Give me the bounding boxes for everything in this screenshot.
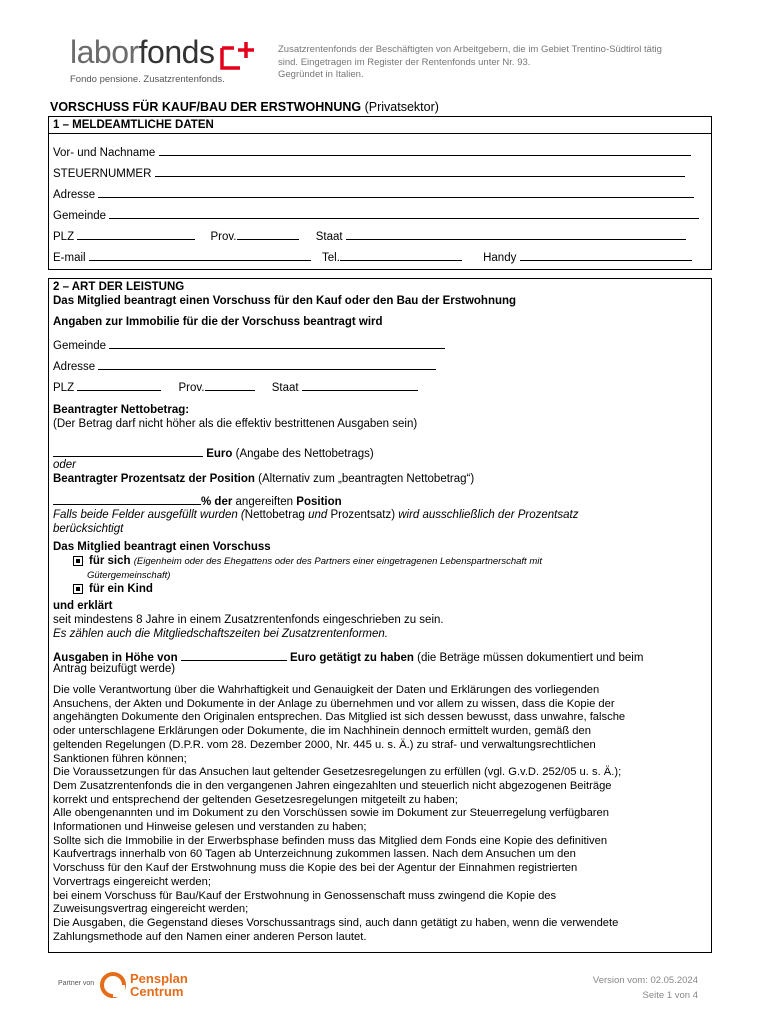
letterhead (70, 36, 710, 86)
both-fields-note: Falls beide Felder ausgefüllt wurden (Nettobetrag und Prozentsatz) wird ausschließlich der Prozentsatz (53, 509, 579, 521)
address-row: Adresse (53, 186, 694, 201)
partner-label: Partner von (58, 980, 95, 987)
tel-field[interactable] (340, 249, 462, 261)
email-field[interactable] (89, 249, 311, 261)
version-info (593, 973, 698, 1003)
name-field[interactable] (159, 144, 691, 156)
member-requests: Das Mitglied beantragt einen Vorschuss (53, 541, 271, 553)
both-fields-note-2: berücksichtigt (53, 523, 124, 535)
expenses-row: Ausgaben in Höhe von Euro getätigt zu haben (die Beträge müssen dokumentiert und beim (53, 649, 643, 664)
net-heading: Beantragter Nettobetrag: (53, 404, 190, 416)
declare-line-2: Es zählen auch die Mitgliedschaftszeiten bei Zusatzrentenformen. (53, 628, 388, 640)
property-address-row: Adresse (53, 358, 436, 373)
contact-row: E-mail Tel. Handy (53, 249, 692, 264)
zip-field[interactable] (77, 228, 195, 240)
tax-number-field[interactable] (155, 165, 685, 177)
logo-subtitle: Fondo pensione. Zusatzrentenfonds. (70, 74, 225, 85)
legal-declarations: Die volle Verantwortung über die Wahrhaftigkeit und Genauigkeit der Daten und Erklärungen des vorliegenden Ansuchens, der Akten und Dokumente in der Anlage zu übernehmen und vor allem zu wissen, dass die Kopie der angehängten Dokumente den Originalen entsprechen. Das Mitglied ist sich dessen bewusst, dass unwahre, falsche oder unterschlagene Erklärungen oder Dokumente, die im Nachhinein dennoch ermittelt wurden, gemäß den geltenden Regelungen (D.P.R. vom 28. Dezember 2000, Nr. 445 u. s. Ä.) zu straf- und verwaltungsrechtlichen Sanktionen führen können; Die Voraussetzungen für das Ansuchen laut geltender Gesetzesregelungen zu erfüllen (vgl. G.v.D. 252/05 u. s. Ä.); Dem Zusatzrentenfonds die in den vergangenen Jahren eingezahlten und steuerlich nicht abgezogenen Beiträge korrekt und entsprechend der geltenden Gesetzesregelungen mitgeteilt zu haben; Alle obengenannten und im Dokument zu den Vorschüssen sowie im Dokument zur Steuerregelung verfügbaren Informationen und Hinweise gelesen und verstanden zu haben; Sollte sich die Immobilie in der Erwerbsphase befinden muss das Mitglied dem Fonds eine Kopie des definitiven Kaufvertrags innerhalb von 60 Tagen ab Unterzeichnung zukommen lassen. Nach dem Ansuchen um den Vorschuss für den Kauf der Erstwohnung muss die Kopie des bei der Agentur der Einnahmen registrierten Vorvertrags eingereicht werden; bei einem Vorschuss für Bau/Kauf der Erstwohnung in Genossenschaft muss zwingend die Kopie des Zuweisungsvertrag eingereicht werden; Die Ausgaben, die Gegenstand dieses Vorschussantrags sind, auch dann getätigt zu haben, wenn die verwendete Zahlungsmethode auf den Namen einer anderen Person lautet. (53, 684, 626, 943)
zip-row: PLZ Prov. Staat (53, 228, 686, 243)
percent-heading-row: Beantragter Prozentsatz der Position (Alternativ zum „beantragten Nettobetrag“) (53, 473, 475, 485)
property-municipality-field[interactable] (109, 337, 445, 349)
declares-label: und erklärt (53, 600, 113, 612)
percent-field[interactable] (53, 493, 201, 505)
municipality-row: Gemeinde (53, 207, 699, 222)
property-zip-row: PLZ Prov. Staat (53, 379, 418, 394)
page-title: VORSCHUSS FÜR KAUF/BAU DER ERSTWOHNUNG (Privatsektor) (50, 100, 439, 114)
section2-heading: 2 – ART DER LEISTUNG (53, 281, 185, 293)
address-field[interactable] (98, 186, 694, 198)
section-personal-data (48, 116, 712, 270)
pensplan-logo-icon (100, 972, 126, 998)
laborfonds-plus-icon (220, 40, 256, 70)
tax-row: STEUERNUMMER (53, 165, 685, 180)
property-prov-field[interactable] (205, 379, 255, 391)
version-date: Version vom: 02.05.2024 (592, 975, 698, 986)
or-label: oder (53, 459, 77, 471)
laborfonds-logo: laborfonds (70, 34, 215, 70)
expenses-field[interactable] (181, 649, 287, 661)
property-state-field[interactable] (302, 379, 418, 391)
option-self-row: für sich (Eigenheim oder des Ehegattens oder des Partners einer eingetragenen Lebenspartnerschaft mit (73, 555, 542, 567)
property-municipality-row: Gemeinde (53, 337, 445, 352)
fund-description: Zusatzrentenfonds der Beschäftigten von Arbeitgebern, die im Gebiet Trentino-Südtirol tätig sind. Eingetragen im Register der Rentenfonds unter Nr. 93. Gegründet in Italien. (278, 44, 662, 80)
property-address-field[interactable] (98, 358, 436, 370)
option-child-row: für ein Kind (73, 583, 153, 595)
pensplan-logo-text: Pensplan Centrum (130, 971, 188, 999)
net-amount-field[interactable] (53, 445, 203, 457)
mobile-field[interactable] (520, 249, 692, 261)
prov-field[interactable] (237, 228, 299, 240)
request-line: Das Mitglied beantragt einen Vorschuss für den Kauf oder den Bau der Erstwohnung (53, 295, 517, 307)
option-self-checkbox[interactable] (73, 556, 83, 566)
option-child-checkbox[interactable] (73, 584, 83, 594)
section1-heading: 1 – MELDEAMTLICHE DATEN (49, 117, 711, 134)
property-heading: Angaben zur Immobilie für die der Vorschuss beantragt wird (53, 316, 383, 328)
percent-row: % der angereiften Position (53, 493, 342, 508)
state-field[interactable] (346, 228, 686, 240)
section-benefit-type (48, 278, 712, 953)
net-note: (Der Betrag darf nicht höher als die effektiv bestrittenen Ausgaben sein) (53, 418, 418, 430)
option-self-note-2: Gütergemeinschaft) (87, 570, 171, 581)
page-number: Seite 1 von 4 (642, 990, 698, 1001)
municipality-field[interactable] (109, 207, 699, 219)
expenses-row-2: Antrag beizufügt werde) (53, 663, 176, 675)
property-zip-field[interactable] (77, 379, 161, 391)
euro-row: Euro (Angabe des Nettobetrags) (53, 445, 374, 460)
declare-line-1: seit mindestens 8 Jahre in einem Zusatzrentenfonds eingeschrieben zu sein. (53, 614, 444, 626)
name-row: Vor- und Nachname (53, 144, 691, 159)
